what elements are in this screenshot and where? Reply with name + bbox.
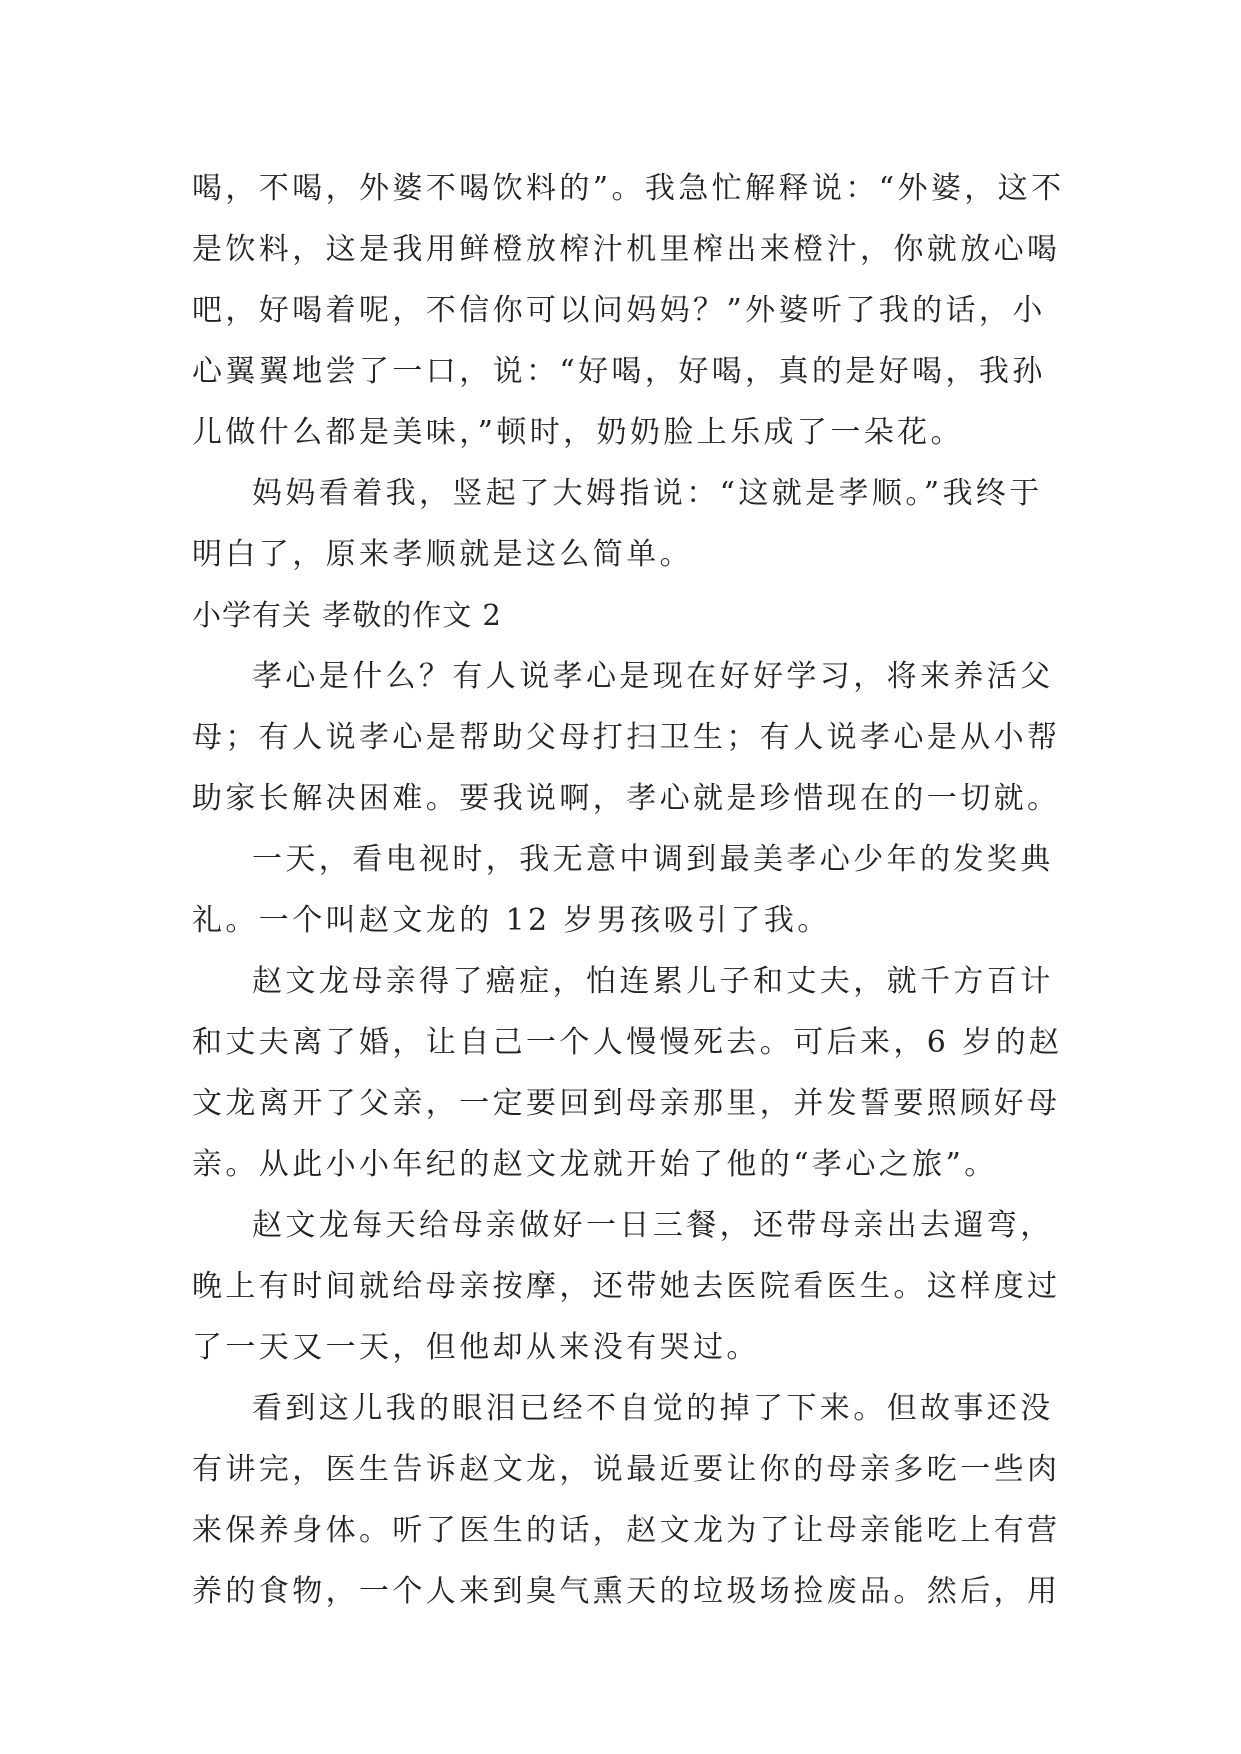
paragraph <box>192 829 1062 951</box>
text-line: 养的食物，一个人来到臭气熏天的垃圾场捡废品。然后，用 <box>192 1574 1061 1609</box>
text-line: 赵文龙母亲得了癌症，怕连累儿子和丈夫，就千方百计 <box>252 964 1054 999</box>
text-line: 礼。一个叫赵文龙的 12 岁男孩吸引了我。 <box>192 903 831 938</box>
text-line: 一天，看电视时，我无意中调到最美孝心少年的发奖典 <box>252 842 1054 877</box>
text-line: 和丈夫离了婚，让自己一个人慢慢死去。可后来，6 岁的赵 <box>192 1025 1063 1060</box>
text-line: 了一天又一天，但他却从来没有哭过。 <box>192 1330 760 1365</box>
paragraph <box>192 951 1062 1195</box>
text-line: 看到这儿我的眼泪已经不自觉的掉了下来。但故事还没 <box>252 1391 1054 1426</box>
paragraph <box>192 1195 1062 1378</box>
text-line: 助家长解决困难。要我说啊，孝心就是珍惜现在的一切就。 <box>192 781 1061 816</box>
paragraph <box>192 646 1062 829</box>
paragraph <box>192 1378 1062 1622</box>
paragraph <box>192 158 1065 463</box>
text-line: 文龙离开了父亲，一定要回到母亲那里，并发誓要照顾好母 <box>192 1086 1061 1121</box>
text-line: 亲。从此小小年纪的赵文龙就开始了他的“孝心之旅”。 <box>192 1147 998 1182</box>
paragraph <box>192 463 1062 585</box>
text-line: 母；有人说孝心是帮助父母打扫卫生；有人说孝心是从小帮 <box>192 720 1061 755</box>
document-page <box>192 158 1065 1622</box>
text-line: 来保养身体。听了医生的话，赵文龙为了让母亲能吃上有营 <box>192 1513 1061 1548</box>
text-line: 孝心是什么？有人说孝心是现在好好学习，将来养活父 <box>252 659 1054 694</box>
section-heading: 小学有关 孝敬的作文 2 <box>192 598 502 632</box>
text-line: 赵文龙每天给母亲做好一日三餐，还带母亲出去遛弯， <box>252 1208 1054 1243</box>
text-line: 喝，不喝，外婆不喝饮料的”。我急忙解释说：“外婆，这不 <box>192 171 1065 206</box>
text-line: 晚上有时间就给母亲按摩，还带她去医院看医生。这样度过 <box>192 1269 1061 1304</box>
text-line: 明白了，原来孝顺就是这么简单。 <box>192 537 693 572</box>
text-line: 吧，好喝着呢，不信你可以问妈妈？”外婆听了我的话，小 <box>192 293 1046 328</box>
text-line: 心翼翼地尝了一口，说：“好喝，好喝，真的是好喝，我孙 <box>192 354 1046 389</box>
text-line: 是饮料，这是我用鲜橙放榨汁机里榨出来橙汁，你就放心喝 <box>192 232 1061 267</box>
text-line: 妈妈看着我，竖起了大姆指说：“这就是孝顺。”我终于 <box>252 476 1043 511</box>
text-line: 有讲完，医生告诉赵文龙，说最近要让你的母亲多吃一些肉 <box>192 1452 1061 1487</box>
text-line: 儿做什么都是美味，”顿时，奶奶脸上乐成了一朵花。 <box>192 415 964 450</box>
